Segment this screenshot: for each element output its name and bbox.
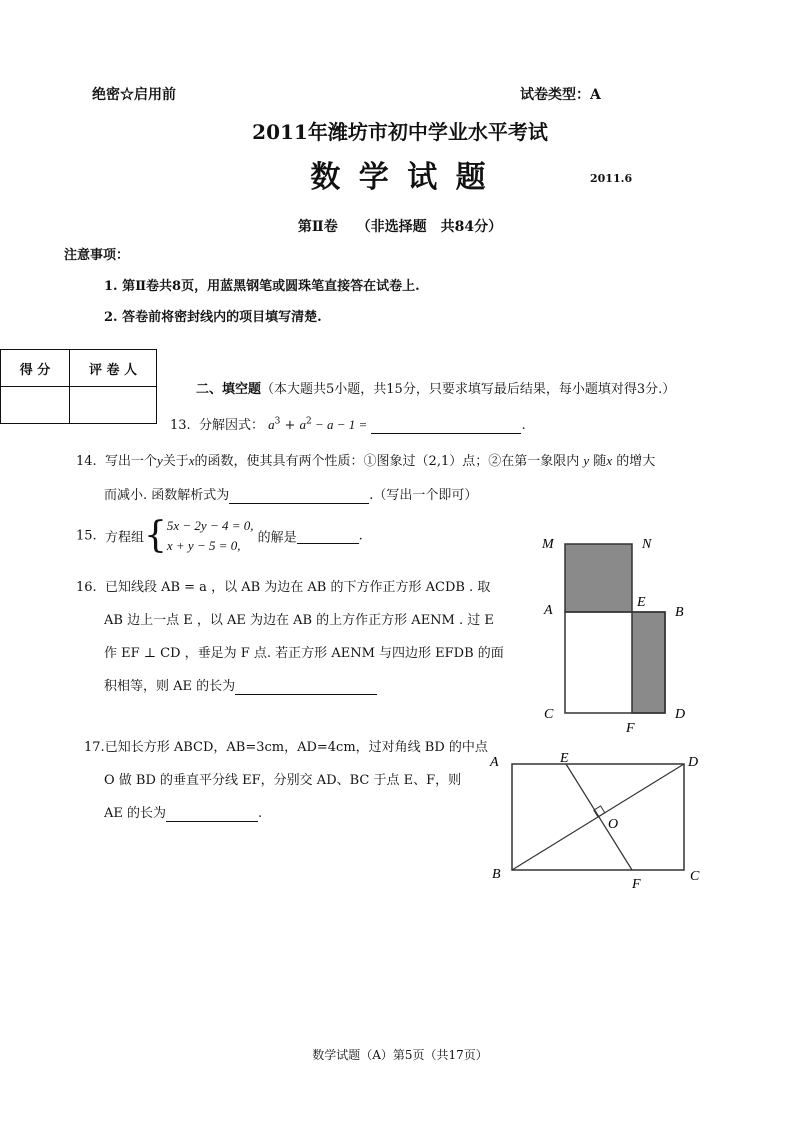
question-17-line3: AE 的长为 . xyxy=(104,806,263,821)
question-text: 关于 xyxy=(162,454,189,469)
note-item: 1. 第Ⅱ卷共8页，用蓝黑钢笔或圆珠笔直接答在试卷上. xyxy=(104,279,420,294)
label-m: M xyxy=(542,537,554,552)
label-o: O xyxy=(608,817,619,832)
label-a: A xyxy=(490,755,499,770)
question-text: 积相等，则 AE 的长为 xyxy=(104,679,236,694)
question-16-line1 xyxy=(76,576,490,595)
grader-cell[interactable] xyxy=(70,387,157,424)
question-17-line1 xyxy=(84,736,488,755)
question-16-line2: AB 边上一点 E ，以 AE 为边在 AB 的上方作正方形 AENM . 过 E xyxy=(104,613,494,628)
equation-1: 5x − 2y − 4 = 0, xyxy=(166,518,254,533)
question-text: 分解因式： xyxy=(198,418,264,433)
label-n: N xyxy=(642,537,652,552)
question-text: 的函数，使其具有两个性质：①图象过（2,1）点；②在第一象限内 xyxy=(194,454,580,469)
label-b: B xyxy=(492,867,501,882)
question-text: AE 的长为 xyxy=(104,806,167,821)
score-table xyxy=(0,349,157,424)
question-13: 13. 分解因式： $a^3 + a^2 - a - 1$ = . xyxy=(170,416,526,433)
label-e: E xyxy=(637,595,646,610)
grader-header: 评 卷 人 xyxy=(70,350,157,387)
exam-title: 2011年潍坊市初中学业水平考试 xyxy=(252,120,548,144)
label-c: C xyxy=(544,707,554,722)
answer-blank-17[interactable] xyxy=(166,806,258,822)
math-var: x xyxy=(606,453,613,468)
question-number: 14. xyxy=(76,454,97,469)
math-var: y xyxy=(156,453,163,468)
question-text: 随 xyxy=(593,454,607,469)
answer-blank-14[interactable] xyxy=(229,488,369,504)
math-var: y xyxy=(583,453,590,468)
question-text: 写出一个 xyxy=(104,454,157,469)
score-cell[interactable] xyxy=(1,387,70,424)
math-var: a xyxy=(268,417,275,432)
exam-date: 2011.6 xyxy=(590,172,633,185)
square-aenm xyxy=(565,544,632,612)
figure-17 xyxy=(484,748,714,898)
part2-label: 二、填空题 xyxy=(196,382,262,397)
brace-symbol: { xyxy=(143,515,167,556)
question-16-line3: 作 EF ⊥ CD ，垂足为 F 点. 若正方形 AENM 与四边形 EFDB 的面 xyxy=(104,646,504,661)
label-c: C xyxy=(690,869,700,884)
page-footer: 数学试题（A）第5页（共17页） xyxy=(312,1048,488,1062)
part2-desc: （本大题共5小题，共15分，只要求填写最后结果，每小题填对得3分.） xyxy=(261,382,676,397)
note-item: 2. 答卷前将密封线内的项目填写清楚. xyxy=(104,310,322,325)
equation-2: x + y − 5 = 0, xyxy=(166,538,241,553)
label-f: F xyxy=(626,721,635,736)
confidential-label: 绝密☆启用前 xyxy=(92,87,176,103)
subject-title: 数 学 试 题 xyxy=(310,160,490,195)
answer-blank-13[interactable] xyxy=(371,418,521,434)
math-exp: 3 xyxy=(274,416,281,427)
question-text: 的解是 xyxy=(257,530,297,546)
question-15: 15. 方程组{5x − 2y − 4 = 0, x + y − 5 = 0, 的解是 . xyxy=(76,515,363,556)
question-14-line1 xyxy=(76,450,655,469)
question-16-line4 xyxy=(104,675,377,695)
math-op: + xyxy=(280,418,300,433)
question-number: 15. xyxy=(76,528,97,544)
math-var: a xyxy=(299,417,307,432)
question-17-line2: O 做 BD 的垂直平分线 EF，分别交 AD、BC 于点 E、F，则 xyxy=(104,773,462,788)
exam-type-label: 试卷类型：A xyxy=(520,87,601,103)
question-text: .（写出一个即可） xyxy=(369,488,478,503)
label-d: D xyxy=(688,755,699,770)
notes-heading: 注意事项： xyxy=(64,248,130,263)
label-b: B xyxy=(675,605,684,620)
question-14-line2 xyxy=(104,484,477,504)
label-f: F xyxy=(632,877,641,892)
question-text: 已知长方形 ABCD，AB=3cm，AD=4cm，过对角线 BD 的中点 xyxy=(104,740,488,755)
section-title: 第Ⅱ卷 （非选择题 共84分） xyxy=(297,219,503,235)
rect-efdb xyxy=(632,612,665,713)
answer-blank-15[interactable] xyxy=(297,528,359,544)
answer-blank-16[interactable] xyxy=(235,679,377,695)
question-number: 13. xyxy=(170,418,191,433)
line-ef xyxy=(566,764,632,870)
score-header: 得 分 xyxy=(1,350,70,387)
math-var: x xyxy=(188,453,195,468)
question-text: 的增大 xyxy=(616,454,656,469)
equation-system xyxy=(167,516,254,556)
question-text: 而减小. 函数解析式为 xyxy=(104,488,230,503)
question-number: 17. xyxy=(84,740,105,755)
question-text: 已知线段 AB = a ，以 AB 为边在 AB 的下方作正方形 ACDB . 取 xyxy=(104,580,491,595)
part2-heading xyxy=(196,378,675,397)
label-d: D xyxy=(675,707,686,722)
figure-16 xyxy=(530,528,700,738)
question-number: 16. xyxy=(76,580,97,595)
label-a: A xyxy=(544,603,553,618)
question-text: 方程组 xyxy=(104,530,144,546)
math-exp: 2 xyxy=(306,416,312,427)
label-e: E xyxy=(560,751,569,766)
math-rest: − a − 1 = xyxy=(311,417,368,432)
